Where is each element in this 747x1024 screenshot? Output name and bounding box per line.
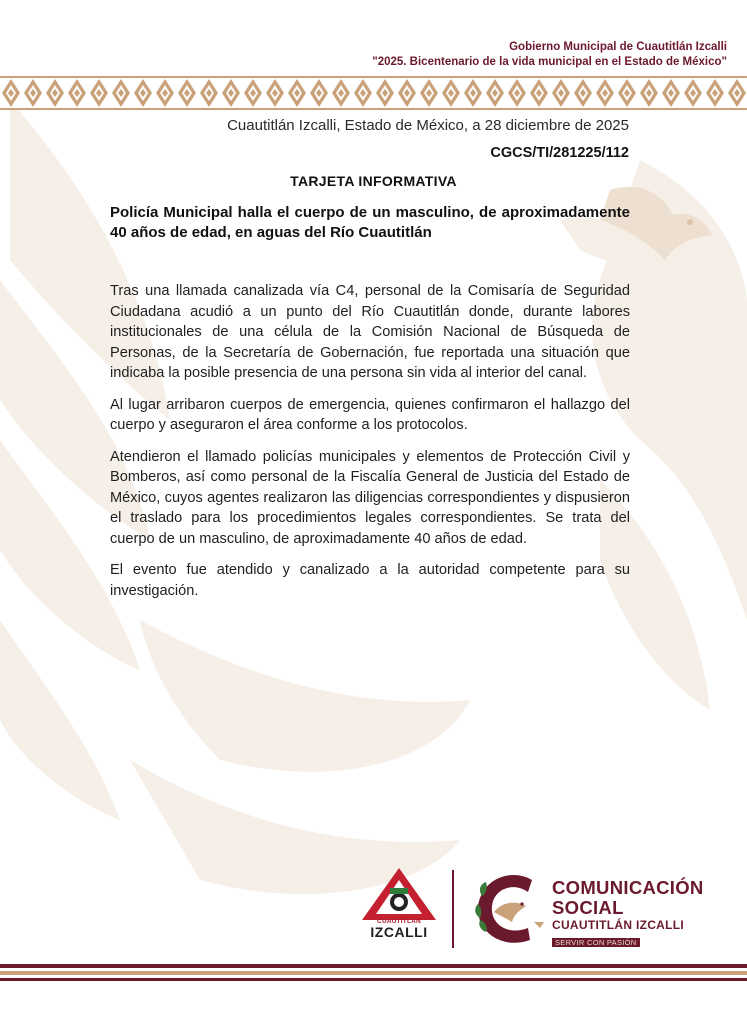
paragraph: El evento fue atendido y canalizado a la autoridad competente para su investigación. (110, 562, 630, 599)
decorative-band (0, 76, 747, 110)
cs-slogan: SERVIR CON PASIÓN (552, 938, 640, 947)
folio-number: CGCS/TI/281225/112 (490, 145, 629, 161)
cs-subtitle: CUAUTITLÁN IZCALLI (552, 918, 685, 932)
paragraph: Tras una llamada canalizada vía C4, personal de la Comisaría de Seguridad Ciudadana acudió a un punto del Río Cuautitlán donde, durante labores institucionales de una célula de la Comisión Nacional de Búsqueda de Personas, de la Secretaría de Gobernación, fue reportada una situación que indicaba la posible presencia de una persona sin vida al interior del canal. (110, 283, 630, 381)
comunicacion-social-logo-icon (472, 866, 548, 950)
comunicacion-social-wordmark (552, 878, 704, 950)
headline: Policía Municipal halla el cuerpo de un masculino, de aproximadamente 40 años de edad, en aguas del Río Cuautitlán (110, 204, 630, 241)
izcalli-logo-icon (360, 866, 438, 922)
card-title: TARJETA INFORMATIVA (290, 173, 457, 189)
place-date: Cuautitlán Izcalli, Estado de México, a 28 diciembre de 2025 (227, 117, 629, 134)
org-motto: "2025. Bicentenario de la vida municipal en el Estado de México" (372, 56, 727, 68)
cs-title-line2: SOCIAL (552, 897, 624, 918)
stripe-maroon-thin (0, 978, 747, 981)
izcalli-wordmark (360, 918, 438, 939)
body-text (110, 281, 630, 612)
izcalli-big-text: IZCALLI (370, 924, 428, 940)
paragraph: Al lugar arribaron cuerpos de emergencia, quienes confirmaron el hallazgo del cuerpo y aseguraron el área conforme a los protocolos. (110, 396, 630, 433)
paragraph: Atendieron el llamado policías municipales y elementos de Protección Civil y Bomberos, así como personal de la Fiscalía General de Justicia del Estado de México, cuyos agentes realizaron las diligencias correspondientes y dispusieron el traslado para los procedimientos legales correspondientes. Se trata del cuerpo de un masculino, de aproximadamente 40 años de edad. (110, 448, 630, 547)
footer-stripes (0, 964, 747, 981)
org-name: Gobierno Municipal de Cuautitlán Izcalli (509, 41, 727, 53)
izcalli-small-text: CUAUTITLÁN (377, 918, 421, 925)
footer-divider (452, 870, 454, 948)
cs-title-line1: COMUNICACIÓN (552, 877, 704, 898)
header-organization (372, 40, 727, 70)
